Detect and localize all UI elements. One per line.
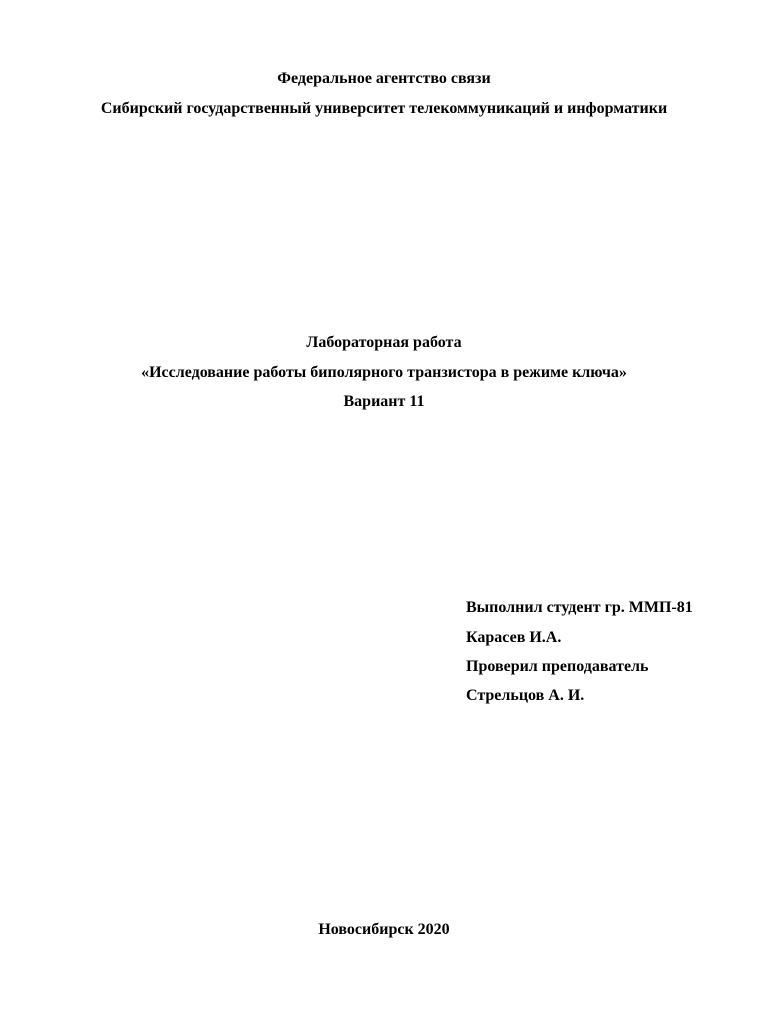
- teacher-name: Стрельцов А. И.: [466, 687, 585, 704]
- university-name: Сибирский государственный университет телекоммуникаций и информатики: [100, 100, 668, 117]
- work-topic: «Исследование работы биполярного транзистора в режиме ключа»: [141, 364, 627, 381]
- checked-by-label: Проверил преподаватель: [466, 658, 649, 675]
- city-year: Новосибирск 2020: [318, 921, 450, 938]
- work-type: Лабораторная работа: [306, 334, 462, 351]
- performed-by-label: Выполнил студент гр. ММП-81: [466, 599, 693, 616]
- variant-label: Вариант 11: [343, 393, 425, 410]
- student-name: Карасев И.А.: [466, 629, 562, 646]
- agency-name: Федеральное агентство связи: [277, 70, 491, 87]
